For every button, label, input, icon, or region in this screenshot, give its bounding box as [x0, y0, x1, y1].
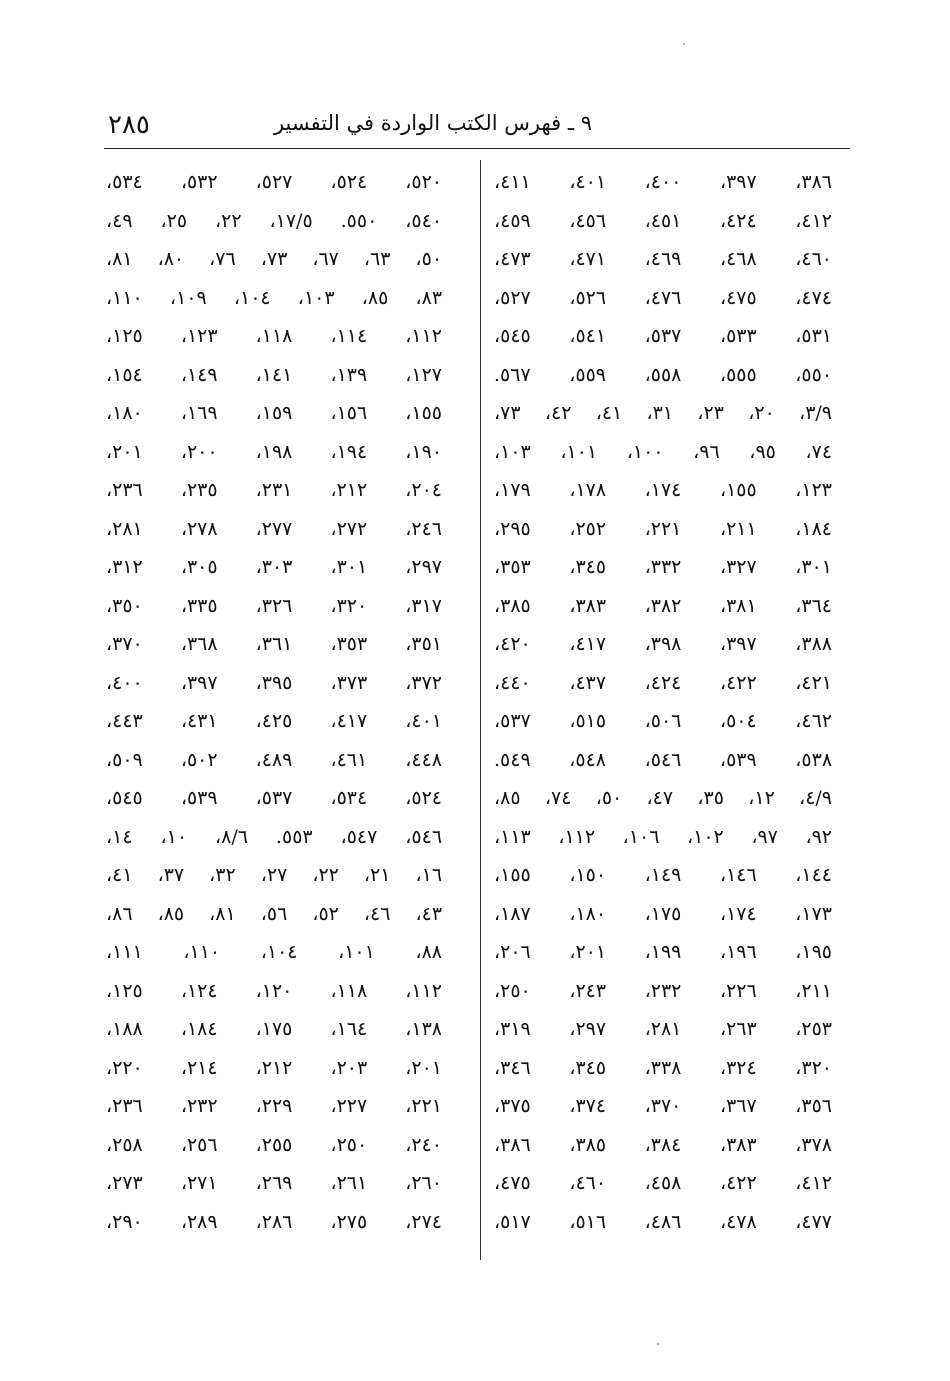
index-line: ٤٣، ٤٦، ٥٢، ٥٦، ٨١، ٨٥، ٨٦، — [106, 902, 443, 925]
scan-speck — [683, 43, 685, 45]
index-line: ٥٥٠، ٥٥٥، ٥٥٨، ٥٥٩، ٥٦٧. — [494, 363, 833, 386]
index-line: ٣٨٨، ٣٩٧، ٣٩٨، ٤١٧، ٤٢٠، — [494, 633, 833, 655]
index-line: ٧٤، ٩٥، ٩٦، ١٠٠، ١٠١، ١٠٣، — [494, 440, 833, 463]
column-divider — [480, 160, 481, 1260]
index-line: ٣٧٨، ٣٨٣، ٣٨٤، ٣٨٥، ٣٨٦، — [494, 1133, 833, 1156]
index-line: ٤٤٨، ٤٦١، ٤٨٩، ٥٠٢، ٥٠٩، — [106, 748, 443, 771]
index-column-right — [494, 163, 832, 1241]
index-line: ١٣٨، ١٦٤، ١٧٥، ١٨٤، ١٨٨، — [106, 1018, 443, 1040]
index-line: ٣٦٤، ٣٨١، ٣٨٢، ٣٨٣، ٣٨٥، — [494, 594, 833, 617]
index-line: ٣٥٦، ٣٦٧، ٣٧٠، ٣٧٤، ٣٧٥، — [494, 1095, 833, 1117]
page-number: ٢٨٥ — [108, 110, 150, 140]
index-line: ٤٦٢، ٥٠٤، ٥٠٦، ٥١٥، ٥٣٧، — [494, 710, 833, 732]
index-line: ١٤٤، ١٤٦، ١٤٩، ١٥٠، ١٥٥، — [494, 864, 833, 886]
header-rule — [104, 148, 850, 149]
index-line: ١١٢، ١١٨، ١٢٠، ١٢٤، ١٢٥، — [106, 979, 443, 1002]
index-line: ٤٦٠، ٤٦٨، ٤٦٩، ٤٧١، ٤٧٣، — [494, 248, 833, 270]
index-line: ٢٢١، ٢٢٧، ٢٢٩، ٢٣٢، ٢٣٦، — [106, 1095, 443, 1117]
index-line: ٤١٢، ٤٢٢، ٤٥٨، ٤٦٠، ٤٧٥، — [494, 1172, 833, 1194]
index-line: ٣٢٠، ٣٢٤، ٣٣٨، ٣٤٥، ٣٤٦، — [494, 1056, 833, 1079]
index-line: ٤٧٤، ٤٧٥، ٤٧٦، ٥٢٦، ٥٢٧، — [494, 286, 833, 309]
index-line: ٤٢١، ٤٢٢، ٤٢٤، ٤٣٧، ٤٤٠، — [494, 671, 833, 694]
index-line: ٢٠١، ٢٠٣، ٢١٢، ٢١٤، ٢٢٠، — [106, 1056, 443, 1079]
index-line: ٣٨٦، ٣٩٧، ٤٠٠، ٤٠١، ٤١١، — [494, 171, 833, 193]
index-line: ٢١١، ٢٢٦، ٢٣٢، ٢٤٣، ٢٥٠، — [494, 979, 833, 1002]
index-line: ٤١٢، ٤٢٤، ٤٥١، ٤٥٦، ٤٥٩، — [494, 209, 833, 232]
index-line: ٣١٧، ٣٢٠، ٣٢٦، ٣٣٥، ٣٥٠، — [106, 594, 443, 617]
index-line: ٥٤٦، ٥٤٧، ٥٥٣. ٨/٦، ١٠، ١٤، — [106, 825, 443, 848]
index-line: ٥٣٨، ٥٣٩، ٥٤٦، ٥٤٨، ٥٤٩. — [494, 748, 833, 771]
index-line: ٣/٩، ٢٠، ٢٣، ٣١، ٤١، ٤٢، ٧٣، — [494, 402, 833, 424]
scan-speck — [657, 1343, 659, 1345]
index-line: ٢٤٦، ٢٧٢، ٢٧٧، ٢٧٨، ٢٨١، — [106, 517, 443, 540]
index-line: ٢٥٣، ٢٦٣، ٢٨١، ٢٩٧، ٣١٩، — [494, 1018, 833, 1040]
index-line: ١٥٥، ١٥٦، ١٥٩، ١٦٩، ١٨٠، — [106, 402, 443, 424]
index-line: ٣٧٢، ٣٧٣، ٣٩٥، ٣٩٧، ٤٠٠، — [106, 671, 443, 694]
index-line: ١٦، ٢١، ٢٢، ٢٧، ٣٢، ٣٧، ٤١، — [106, 864, 443, 886]
index-line: ٥٣١، ٥٣٣، ٥٣٧، ٥٤١، ٥٤٥، — [494, 325, 833, 347]
index-line: ٣٠١، ٣٢٧، ٣٣٢، ٣٤٥، ٣٥٣، — [494, 556, 833, 578]
index-line: ٨٨، ١٠١، ١٠٤، ١١٠، ١١١، — [106, 941, 442, 963]
index-line: ١١٢، ١١٤، ١١٨، ١٢٣، ١٢٥، — [106, 325, 443, 347]
index-line: ٢٤٠، ٢٥٠، ٢٥٥، ٢٥٦، ٢٥٨، — [106, 1133, 443, 1156]
index-line: ٥٠، ٦٣، ٦٧، ٧٣، ٧٦، ٨٠، ٨١، — [106, 248, 443, 270]
index-line: ٢٩٧، ٣٠١، ٣٠٣، ٣٠٥، ٣١٢، — [106, 556, 443, 578]
index-column-left — [106, 163, 442, 1241]
index-line: ٩٢، ٩٧، ١٠٢، ١٠٦، ١١٢، ١١٣، — [494, 825, 832, 848]
index-line: ١٩٠، ١٩٤، ١٩٨، ٢٠٠، ٢٠١، — [106, 440, 443, 463]
index-line: ٤/٩، ١٢، ٣٥، ٤٧، ٥٠، ٧٤، ٨٥، — [494, 787, 833, 809]
index-line: ١٩٥، ١٩٦، ١٩٩، ٢٠١، ٢٠٦، — [494, 941, 833, 963]
index-line: ٥٤٠، ٥٥٠. ١٧/٥، ٢٢، ٢٥، ٤٩، — [106, 209, 442, 232]
index-line: ٣٥١، ٣٥٣، ٣٦١، ٣٦٨، ٣٧٠، — [106, 633, 443, 655]
page-header-title: ٩ ـ فهرس الكتب الواردة في التفسير — [273, 111, 592, 135]
index-line: ٥٢٠، ٥٢٤، ٥٢٧، ٥٣٢، ٥٣٤، — [106, 171, 443, 193]
index-line: ١٧٣، ١٧٤، ١٧٥، ١٨٠، ١٨٧، — [494, 902, 833, 925]
index-line: ١٨٤، ٢١١، ٢٢١، ٢٥٢، ٢٩٥، — [494, 517, 833, 540]
index-line: ٢٠٤، ٢١٢، ٢٣١، ٢٣٥، ٢٣٦، — [106, 479, 443, 501]
index-line: ٢٦٠، ٢٦١، ٢٦٩، ٢٧١، ٢٧٣، — [106, 1172, 443, 1194]
index-line: ٥٢٤، ٥٣٤، ٥٣٧، ٥٣٩، ٥٤٥، — [106, 787, 443, 809]
index-line: ٤٠١، ٤١٧، ٤٢٥، ٤٣١، ٤٤٣، — [106, 710, 443, 732]
index-line: ٨٣، ٨٥، ١٠٣، ١٠٤، ١٠٩، ١١٠، — [106, 286, 443, 309]
index-line: ١٢٣، ١٥٥، ١٧٤، ١٧٨، ١٧٩، — [494, 479, 833, 501]
index-line: ٤٧٧، ٤٧٨، ٤٨٦، ٥١٦، ٥١٧، — [494, 1210, 833, 1233]
index-line: ٢٧٤، ٢٧٥، ٢٨٦، ٢٨٩، ٢٩٠، — [106, 1210, 443, 1233]
index-line: ١٢٧، ١٣٩، ١٤١، ١٤٩، ١٥٤، — [106, 363, 443, 386]
